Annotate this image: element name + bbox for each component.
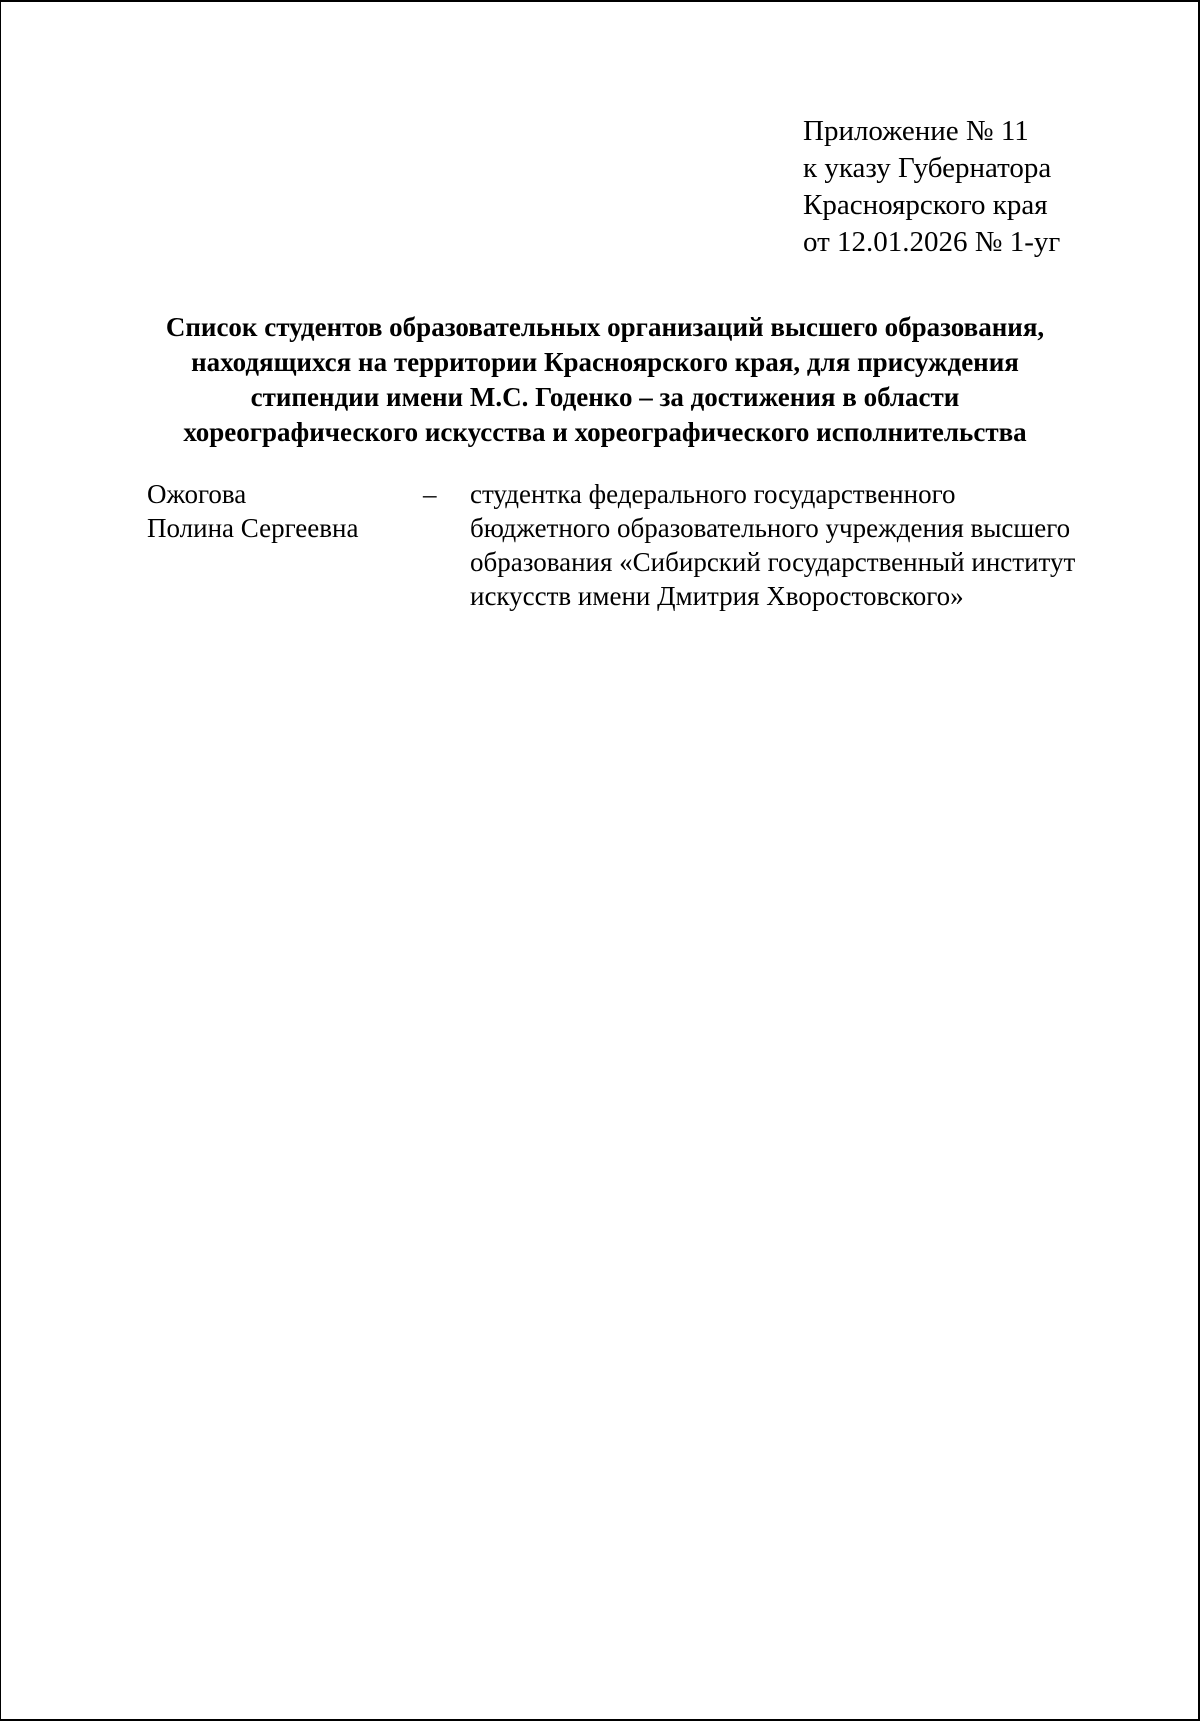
page-edge-left bbox=[0, 0, 1, 1721]
page-edge-top bbox=[0, 0, 1200, 2]
student-description bbox=[470, 477, 1130, 613]
appendix-region: Красноярского края bbox=[803, 189, 1048, 221]
student-given-names: Полина Сергеевна bbox=[147, 513, 359, 543]
appendix-date-number: от 12.01.2026 № 1-уг bbox=[803, 226, 1061, 258]
title-line: Список студентов образовательных организаций высшего образования, bbox=[165, 312, 1045, 342]
document-title bbox=[130, 310, 1080, 450]
appendix-header bbox=[803, 113, 1123, 261]
description-line: бюджетного образовательного учреждения высшего bbox=[470, 513, 1071, 543]
title-line: стипендии имени М.С. Годенко – за достижения в области bbox=[250, 382, 960, 412]
appendix-number: Приложение № 11 bbox=[803, 115, 1029, 147]
description-line: студентка федерального государственного bbox=[470, 479, 956, 509]
description-line: образования «Сибирский государственный институт bbox=[470, 547, 1076, 577]
description-line: искусств имени Дмитрия Хворостовского» bbox=[470, 581, 964, 611]
entry-dash: – bbox=[423, 479, 437, 509]
student-surname: Ожогова bbox=[147, 479, 247, 509]
student-name bbox=[147, 477, 407, 545]
appendix-decree-ref: к указу Губернатора bbox=[803, 152, 1052, 184]
title-line: хореографического искусства и хореографического исполнительства bbox=[183, 417, 1027, 447]
title-line: находящихся на территории Красноярского края, для присуждения bbox=[191, 347, 1019, 377]
